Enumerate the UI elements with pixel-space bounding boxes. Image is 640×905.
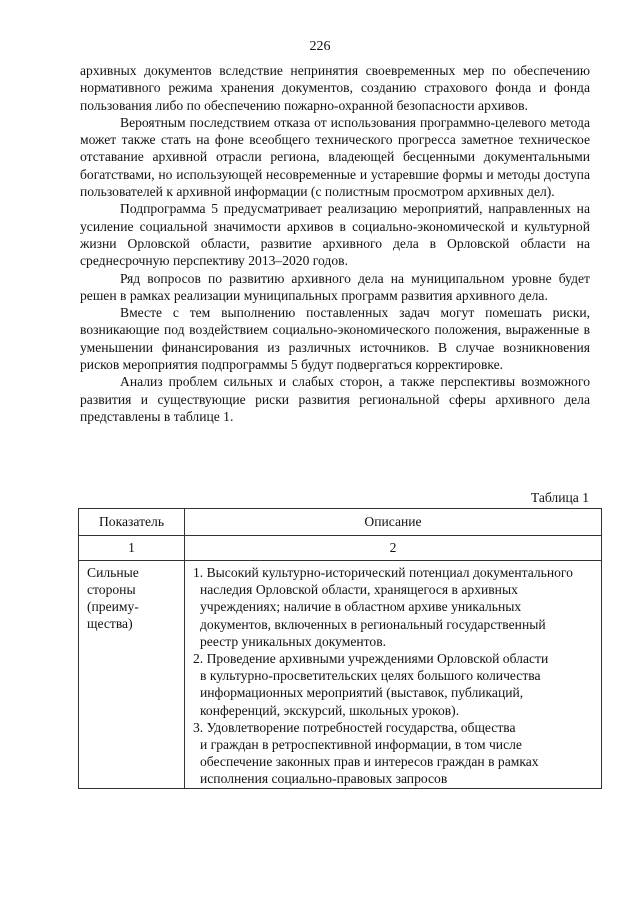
indicator-line: щества) <box>87 616 133 631</box>
description-line: реестр уникальных документов. <box>200 633 387 649</box>
paragraph-3: Подпрограмма 5 предусматривает реализацию мероприятий, направленных на усиление социальной значимости архивов в социально-экономической и культурной жизни Орловской области, развитие архивного дела в Орловской области на среднесрочную перспективу 2013–2020 годов. <box>80 201 590 269</box>
description-line: и граждан в ретроспективной информации, в том числе <box>200 737 522 753</box>
table-number-row <box>79 536 602 561</box>
paragraph-6: Анализ проблем сильных и слабых сторон, а также перспективы возможного развития и существующие риски развития региональной сферы архивного дела представлены в таблице 1. <box>80 374 590 424</box>
description-line: 3. Удовлетворение потребностей государства, общества <box>193 719 516 735</box>
indicator-line: Сильные <box>87 565 139 580</box>
description-line: обеспечение законных прав и интересов граждан в рамках <box>200 754 539 770</box>
description-line: 1. Высокий культурно-исторический потенциал документального <box>193 565 573 580</box>
paragraph-5: Вместе с тем выполнению поставленных задач могут помешать риски, возникающие под воздействием социально-экономического положения, выраженные в уменьшении финансирования из различных источников. В случае возникновения рисков мероприятия подпрограммы 5 будут подвергаться корректировке. <box>80 305 590 373</box>
page-number: 226 <box>309 39 331 54</box>
description-line: информационных мероприятий (выставок, публикаций, <box>200 685 524 701</box>
column-number-1: 1 <box>79 536 185 561</box>
description-cell <box>185 561 602 789</box>
data-table <box>78 508 602 789</box>
paragraph-4: Ряд вопросов по развитию архивного дела на муниципальном уровне будет решен в рамках реализации муниципальных программ развития архивного дела. <box>80 270 590 303</box>
description-line: исполнения социально-правовых запросов <box>200 771 448 787</box>
description-line: 2. Проведение архивными учреждениями Орловской области <box>193 651 549 667</box>
paragraph-2: Вероятным последствием отказа от использования программно-целевого метода может также стать на фоне всеобщего технического прогресса заметное техническое отставание архивной отрасли региона, владеющей бесценными документальными богатствами, но использующей несовременные и устаревшие формы и методы доступа пользователей к архивной информации (с полистным просмотром архивных дел). <box>80 114 590 200</box>
indicator-line: стороны <box>87 582 136 597</box>
paragraph-1: архивных документов вследствие непринятия своевременных мер по обеспечению нормативного режима хранения документов, созданию страхового фонда и фонда пользования либо по обеспечению пожарно-охранной безопасности архивов. <box>80 63 590 113</box>
description-line: наследия Орловской области, хранящегося в архивных <box>200 582 518 598</box>
body-text <box>80 62 590 425</box>
description-line: конференций, экскурсий, школьных уроков). <box>200 702 460 718</box>
description-line: в культурно-просветительских целях большого количества <box>200 668 541 684</box>
table-row <box>79 561 602 789</box>
column-number-2: 2 <box>185 536 602 561</box>
table-caption: Таблица 1 <box>530 490 589 505</box>
description-line: документов, включенных в региональный государственный <box>200 616 546 632</box>
table-header-row <box>79 509 602 536</box>
indicator-cell <box>79 561 185 789</box>
header-description: Описание <box>185 509 602 536</box>
indicator-line: (преиму- <box>87 599 139 614</box>
description-line: учреждениях; наличие в областном архиве уникальных <box>200 599 522 615</box>
header-indicator: Показатель <box>79 509 185 536</box>
